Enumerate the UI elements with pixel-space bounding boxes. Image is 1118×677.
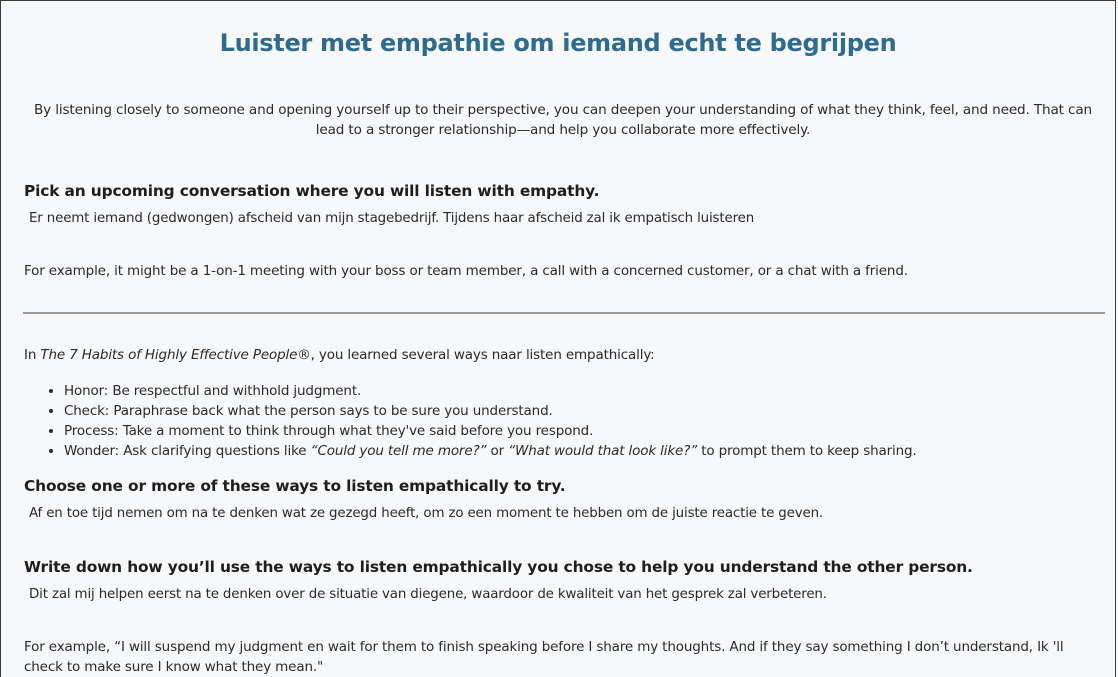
wonder-suffix: to prompt them to keep sharing.: [697, 443, 917, 459]
wonder-prefix: Wonder: Ask clarifying questions like: [64, 443, 311, 459]
question-1-heading: Pick an upcoming conversation where you will listen with empathy.: [24, 182, 600, 200]
section-divider: [23, 312, 1105, 314]
list-item-wonder: [64, 441, 917, 461]
intro-paragraph: By listening closely to someone and opening yourself up to their perspective, you can deepen your understanding of what they think, feel, and need. That can lead to a stronger relationship—and help you collaborate more effectively.: [34, 102, 1092, 138]
question-1-example: For example, it might be a 1-on-1 meeting with your boss or team member, a call with a concerned customer, or a chat with a friend.: [24, 263, 908, 279]
list-item-check: • Check: Paraphrase back what the person says to be sure you understand.: [64, 401, 917, 421]
question-3-heading: Write down how you’ll use the ways to listen empathically you chose to help you understand the other person.: [24, 558, 973, 576]
wonder-middle: or: [486, 443, 509, 459]
list-item-honor: • Honor: Be respectful and withhold judgment.: [64, 381, 917, 401]
question-3-answer[interactable]: Dit zal mij helpen eerst na te denken over de situatie van diegene, waardoor de kwaliteit van het gesprek zal verbeteren.: [29, 587, 827, 602]
question-1-answer[interactable]: Er neemt iemand (gedwongen) afscheid van mijn stagebedrijf. Tijdens haar afscheid zal ik empatisch luisteren: [29, 211, 755, 226]
wonder-quote-1: “Could you tell me more?”: [310, 443, 487, 459]
habits-intro-prefix: In: [24, 347, 41, 363]
question-2-answer[interactable]: Af en toe tijd nemen om na te denken wat ze gezegd heeft, om zo een moment te hebben om de juiste reactie te geven.: [29, 506, 824, 521]
wonder-quote-2: “What would that look like?”: [508, 443, 698, 459]
question-2-heading: Choose one or more of these ways to listen empathically to try.: [24, 477, 566, 495]
list-item-process: • Process: Take a moment to think through what they've said before you respond.: [64, 421, 917, 441]
empathic-listening-ways-list: [24, 381, 917, 461]
habits-intro-suffix: , you learned several ways naar listen empathically:: [310, 347, 655, 363]
habits-intro: [24, 347, 655, 363]
page-title: Luister met empathie om iemand echt te begrijpen: [219, 29, 897, 57]
book-title: The 7 Habits of Highly Effective People®: [40, 347, 311, 363]
question-3-example: For example, “I will suspend my judgment en wait for them to finish speaking before I share my thoughts. And if they say something I don’t understand, Ik 'll check to make sure I know what they mean.": [24, 639, 1064, 675]
